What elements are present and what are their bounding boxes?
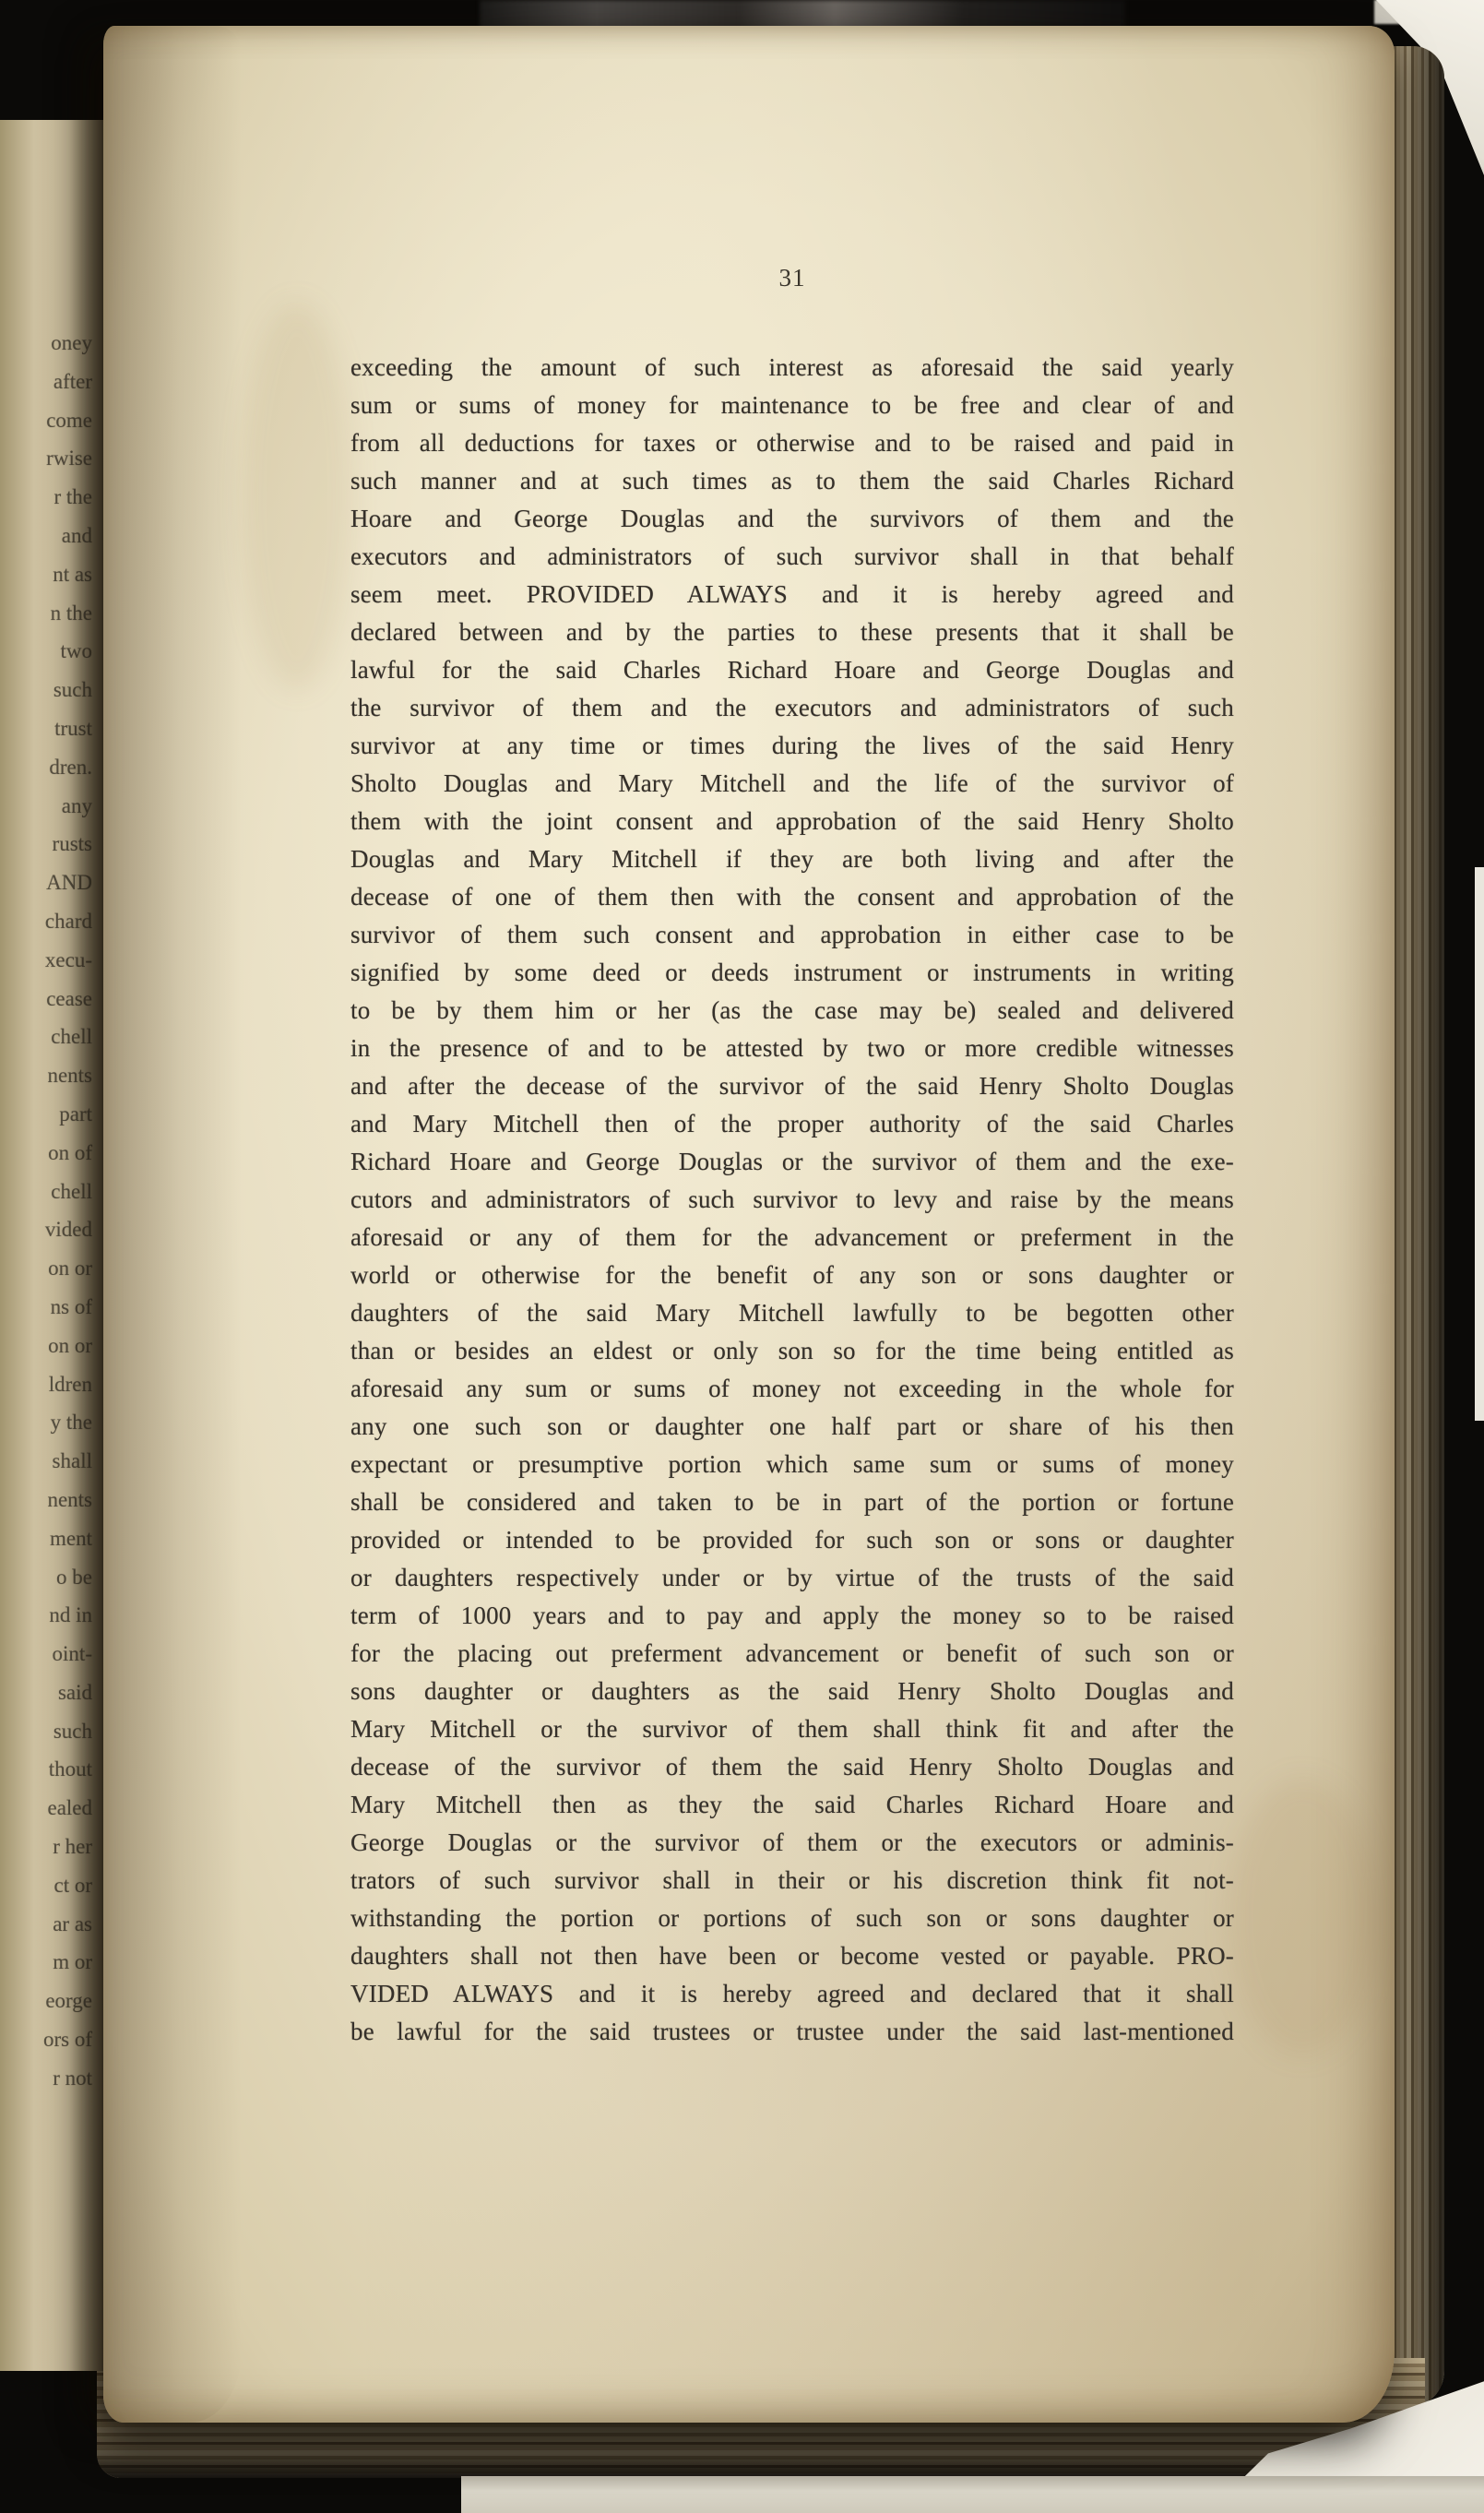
text-line: for the placing out preferment advancement or benefit of such son or	[350, 1639, 1234, 1667]
text-fragment: thout	[48, 1757, 92, 1781]
text-fragment: vided	[44, 1218, 92, 1242]
text-fragment: ct or	[53, 1873, 92, 1897]
text-line: aforesaid or any of them for the advancement or preferment in the	[350, 1223, 1234, 1251]
paper-stain	[1229, 1779, 1376, 2055]
text-line: them with the joint consent and approbation of the said Henry Sholto	[350, 807, 1234, 835]
text-line: decease of one of them then with the consent and approbation of the	[350, 883, 1234, 911]
text-line: such manner and at such times as to them the said Charles Richard	[350, 467, 1234, 494]
text-fragment: ar as	[53, 1912, 92, 1935]
text-line: Mary Mitchell then as they the said Charles Richard Hoare and	[350, 1791, 1234, 1818]
facing-page-text-fragments	[0, 120, 92, 2098]
text-line: shall be considered and taken to be in part of the portion or fortune	[350, 1488, 1234, 1516]
page-number: 31	[778, 264, 806, 292]
text-fragment: ldren	[48, 1372, 92, 1396]
text-fragment: such	[53, 1719, 92, 1743]
text-fragment: cease	[46, 986, 92, 1010]
text-line: to be by them him or her (as the case may be) sealed and delivered	[350, 996, 1234, 1024]
text-fragment: on or	[48, 1333, 92, 1357]
text-line: executors and administrators of such survivor shall in that behalf	[350, 542, 1234, 570]
text-line: in the presence of and to be attested by two or more credible witnesses	[350, 1034, 1234, 1062]
text-fragment: shall	[52, 1449, 92, 1473]
book-page	[103, 26, 1395, 2423]
text-fragment: come	[46, 408, 92, 432]
text-line: and Mary Mitchell then of the proper authority of the said Charles	[350, 1110, 1234, 1137]
text-fragment: r her	[53, 1835, 92, 1859]
text-fragment: ment	[50, 1526, 92, 1550]
text-fragment: chell	[51, 1025, 92, 1049]
text-line: aforesaid any sum or sums of money not exceeding in the whole for	[350, 1375, 1234, 1402]
text-line: Douglas and Mary Mitchell if they are both living and after the	[350, 845, 1234, 873]
text-line: signified by some deed or deeds instrument or instruments in writing	[350, 959, 1234, 986]
text-line: lawful for the said Charles Richard Hoare and George Douglas and	[350, 656, 1234, 684]
loose-paper-right-sliver	[1475, 867, 1484, 1421]
text-fragment: r not	[53, 2066, 92, 2090]
text-fragment: trust	[54, 716, 92, 740]
text-line: declared between and by the parties to these presents that it shall be	[350, 618, 1234, 646]
text-line: decease of the survivor of them the said Henry Sholto Douglas and	[350, 1753, 1234, 1781]
text-fragment: n the	[50, 601, 92, 625]
text-fragment: ns of	[50, 1294, 92, 1318]
text-line: trators of such survivor shall in their or his discretion think fit not-	[350, 1866, 1234, 1894]
text-fragment: after	[53, 369, 92, 393]
text-fragment: nents	[47, 1487, 92, 1511]
text-line: world or otherwise for the benefit of any son or sons daughter or	[350, 1261, 1234, 1289]
text-fragment: y the	[50, 1411, 92, 1435]
text-fragment: dren.	[49, 755, 92, 779]
text-fragment: rusts	[52, 832, 92, 856]
text-fragment: such	[53, 678, 92, 702]
text-fragment: chard	[44, 909, 92, 933]
text-fragment: nents	[47, 1064, 92, 1088]
text-line: VIDED ALWAYS and it is hereby agreed and declared that it shall	[350, 1980, 1234, 2007]
text-line: daughters shall not then have been or become vested or payable. PRO-	[350, 1942, 1234, 1970]
text-fragment: ors of	[42, 2028, 92, 2052]
text-line: survivor of them such consent and approbation in either case to be	[350, 921, 1234, 948]
text-line: survivor at any time or times during the lives of the said Henry	[350, 732, 1234, 759]
text-line: from all deductions for taxes or otherwise and to be raised and paid in	[350, 429, 1234, 457]
text-fragment: oint-	[52, 1642, 92, 1666]
text-line: Mary Mitchell or the survivor of them shall think fit and after the	[350, 1715, 1234, 1743]
text-line: Richard Hoare and George Douglas or the survivor of them and the exe-	[350, 1148, 1234, 1175]
text-line: sons daughter or daughters as the said Henry Sholto Douglas and	[350, 1677, 1234, 1705]
text-line: or daughters respectively under or by virtue of the trusts of the said	[350, 1564, 1234, 1591]
loose-paper-bottom-strip	[461, 2476, 1484, 2513]
text-line: Sholto Douglas and Mary Mitchell and the life of the survivor of	[350, 769, 1234, 797]
text-fragment: nt as	[53, 562, 92, 586]
text-fragment: o be	[56, 1565, 92, 1589]
text-fragment: any	[61, 793, 92, 817]
text-fragment: on of	[48, 1140, 92, 1164]
text-fragment: on or	[48, 1256, 92, 1280]
text-fragment: ealed	[47, 1796, 92, 1820]
text-line: withstanding the portion or portions of such son or sons daughter or	[350, 1904, 1234, 1932]
text-line: cutors and administrators of such survivor to levy and raise by the means	[350, 1185, 1234, 1213]
text-line: expectant or presumptive portion which same sum or sums of money	[350, 1450, 1234, 1478]
text-fragment: eorge	[45, 1989, 92, 2013]
text-line: the survivor of them and the executors and administrators of such	[350, 694, 1234, 721]
text-line: daughters of the said Mary Mitchell lawfully to be begotten other	[350, 1299, 1234, 1327]
text-line: any one such son or daughter one half part or share of his then	[350, 1412, 1234, 1440]
paper-stain	[242, 303, 352, 690]
text-fragment: AND	[46, 871, 92, 895]
text-line: and after the decease of the survivor of the said Henry Sholto Douglas	[350, 1072, 1234, 1100]
text-line: Hoare and George Douglas and the survivors of them and the	[350, 505, 1234, 532]
text-fragment: chell	[51, 1179, 92, 1203]
text-fragment: r the	[53, 485, 92, 509]
text-line: provided or intended to be provided for such son or sons or daughter	[350, 1526, 1234, 1554]
text-fragment: oney	[51, 331, 92, 354]
text-fragment: part	[59, 1102, 92, 1125]
text-line: seem meet. PROVIDED ALWAYS and it is hereby agreed and	[350, 580, 1234, 608]
text-fragment: xecu-	[44, 947, 92, 971]
text-line: than or besides an eldest or only son so for the time being entitled as	[350, 1337, 1234, 1364]
text-fragment: and	[61, 523, 92, 547]
facing-page-edge	[0, 120, 113, 2371]
text-line: sum or sums of money for maintenance to be free and clear of and	[350, 391, 1234, 419]
text-fragment: nd in	[49, 1603, 92, 1627]
text-fragment: two	[60, 639, 92, 663]
text-fragment: rwise	[46, 447, 92, 470]
text-fragment: m or	[53, 1950, 92, 1974]
text-line: term of 1000 years and to pay and apply the money so to be raised	[350, 1602, 1234, 1629]
text-fragment: said	[57, 1680, 92, 1704]
page-text	[350, 349, 1234, 2051]
text-line: be lawful for the said trustees or trustee under the said last-mentioned	[350, 2018, 1234, 2045]
text-line: exceeding the amount of such interest as aforesaid the said yearly	[350, 353, 1234, 381]
text-line: George Douglas or the survivor of them or the executors or adminis-	[350, 1828, 1234, 1856]
